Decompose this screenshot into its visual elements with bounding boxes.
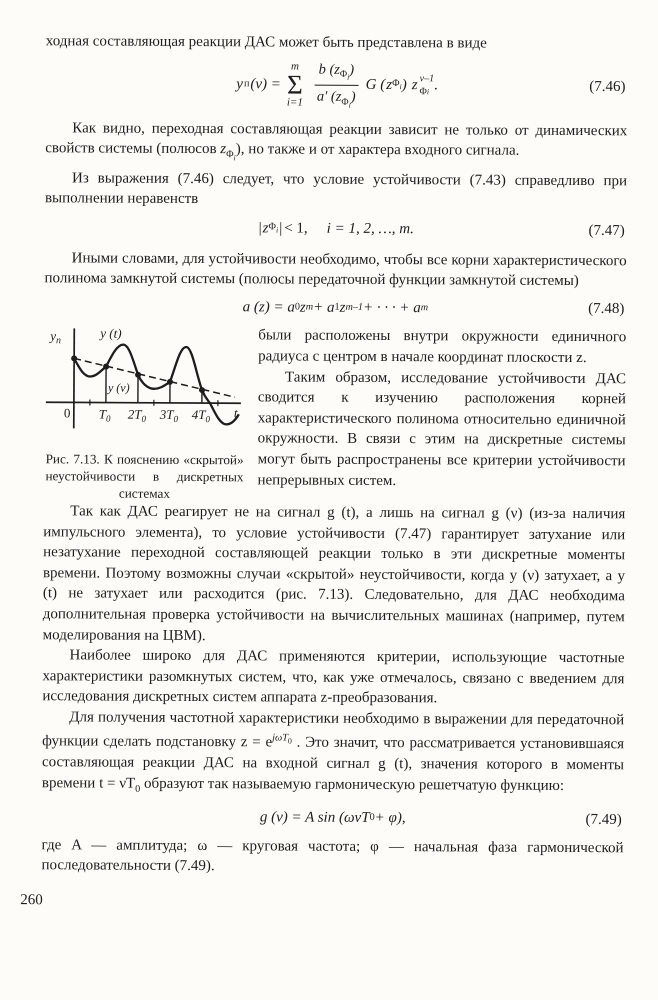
lattice-function-dashed-line — [74, 359, 235, 398]
sample-point-2T0 — [135, 372, 141, 378]
origin-label: 0 — [63, 405, 71, 421]
paragraph-byli-raspolozheny: были расположены внутри окружности единичного радиуса с центром в начале координат плоскости z. — [258, 327, 627, 367]
curve-label: y (t) — [100, 325, 122, 341]
t-axis — [46, 403, 241, 404]
eq-lhs-y: y — [236, 76, 244, 93]
equation-7-46 — [45, 59, 627, 112]
equation-7-47 — [45, 216, 627, 243]
transfer-function-G: G ( — [365, 77, 386, 94]
paragraph-takim-obrazom: Таким образом, исследование устойчивости ДАС сводится к изучению расположения корней характеристического полинома относительно единичной окружности. В связи с этим на дискретные системы могут быть распространены все критерии устойчивости непрерывных систем. — [257, 369, 627, 489]
equation-7-49 — [42, 806, 624, 830]
equation-7-48 — [44, 296, 626, 320]
sigma-symbol: Σ — [286, 69, 303, 100]
tick-label-4T0: $4T_0$ — [191, 407, 211, 425]
sum-upper-limit: m — [291, 60, 300, 73]
tick-label-T0: $T_0$ — [98, 406, 111, 424]
fraction-denominator: a′ $(z_{\Phi_i})$ — [316, 88, 356, 110]
equation-number-749: (7.49) — [585, 811, 622, 828]
equation-number-748: (7.48) — [588, 300, 625, 318]
equation-7-49-expression: g (ν) = A sin (ωνT 0 + φ), — [259, 809, 406, 827]
figure-column — [43, 325, 246, 503]
paragraph-kak-vidno: Как видно, переходная составляющая реакции зависит не только от динамических свойств системы (полюсов $z_{\Phi_i}$), но также и от характера входного сигнала. — [45, 119, 628, 163]
tick-label-2T0: $2T_0$ — [127, 407, 147, 425]
figure-7-13-graph — [44, 325, 247, 438]
eq-lhs-arg: (ν) = — [250, 76, 281, 93]
equation-number-746: (7.46) — [589, 78, 626, 95]
z-power-term: z — [411, 77, 418, 94]
paragraph-tak-kak: Так как ДАС реагирует не на сигнал g (t), а лишь на сигнал g (ν) (из-за наличия импульсного элемента), то условие устойчивости (7.47) гарантирует затухание или незатухание переходной составляющей реакции только в эти дискретные моменты времени. Поэтому возможны случаи «скрытой» неустойчивости, когда y (ν) затухает, а y (t) не затухает или расходится (рис. 7.13). Следовательно, для ДАС необходима дополнительная проверка устойчивости на вычислительных машинах (например, путем моделирования на ЦВМ). — [42, 503, 626, 644]
paragraph-iz-vyrazheniya: Из выражения (7.46) следует, что условие устойчивости (7.43) справедливо при выполнении неравенств — [44, 170, 628, 208]
sample-point-4T0 — [199, 387, 205, 393]
paragraph-gde: где A — амплитуда; ω — круговая частота; φ — начальная фаза гармонической последовательности (7.49). — [41, 837, 624, 875]
right-text-column — [257, 326, 626, 505]
figure-caption: Рис. 7.13. К пояснению «скрытой» неустойчивости в дискретных системах — [45, 451, 244, 501]
page-number: 260 — [20, 892, 43, 909]
equation-7-48-expression: a (z) = a 0 z m + a 1 z m–1 + · · · + a m — [242, 299, 429, 316]
summation-sign — [287, 61, 303, 109]
fraction — [313, 60, 360, 110]
sample-point-0 — [71, 356, 77, 362]
sum-lower-limit: i=1 — [286, 96, 303, 109]
paragraph-naibolee: Наиболее широко для ДАС применяются критерии, использующие частотные характеристики разомкнутых систем, что, как уже отмечалось, связано с введением для исследования дискретных систем аппарата z-преобразования. — [42, 647, 625, 707]
t-axis-label: t — [233, 405, 238, 421]
equation-7-46-expression: y п (ν) = m Σ i=1 $\frac{b (z_{\Phi_i})}{a' (z_{\Phi_i})}$ G ( z $\Phi_i$ ) z ν–1 Φi . — [236, 60, 438, 110]
figure-and-text-row — [43, 325, 626, 505]
tick-label-3T0: $3T_0$ — [159, 407, 179, 425]
lattice-label: y (ν) — [107, 380, 130, 396]
equation-7-47-expression: | z $\Phi_i$ | < 1, i = 1, 2, …, m. — [258, 217, 414, 241]
figure-7-13 — [43, 325, 246, 503]
paragraph-inymi-slovami: Иными словами, для устойчивости необходимо, чтобы все корни характеристического полинома замкнутой системы (полюсы передаточной функции замкнутой системы) — [44, 249, 627, 290]
sample-point-T0 — [103, 364, 109, 370]
fraction-numerator: b $(z_{\Phi_i})$ — [315, 60, 359, 86]
equation-number-747: (7.47) — [588, 222, 625, 239]
y-axis-label: $y_п$ — [50, 328, 62, 347]
sample-point-3T0 — [167, 379, 173, 385]
paragraph-dlya-polucheniya: Для получения частотной характеристики необходимо в выражении для передаточной функции сделать подстановку $z = e^{j\omega T_0}$ . Это значит, что рассматривается установившаяся составляющая реакции ДАС на входной сигнал g (t), значения которого в моменты времени $t = \nu T_0$ образуют так называемую гармоническую решетчатую функцию: — [41, 709, 625, 795]
y-axis — [74, 329, 75, 429]
eq-lhs-y-sub: п — [243, 78, 250, 90]
index-condition: i = 1, 2, …, m. — [326, 221, 414, 238]
paragraph-intro: ходная составляющая реакции ДАС может быть представлена в виде — [45, 33, 487, 52]
